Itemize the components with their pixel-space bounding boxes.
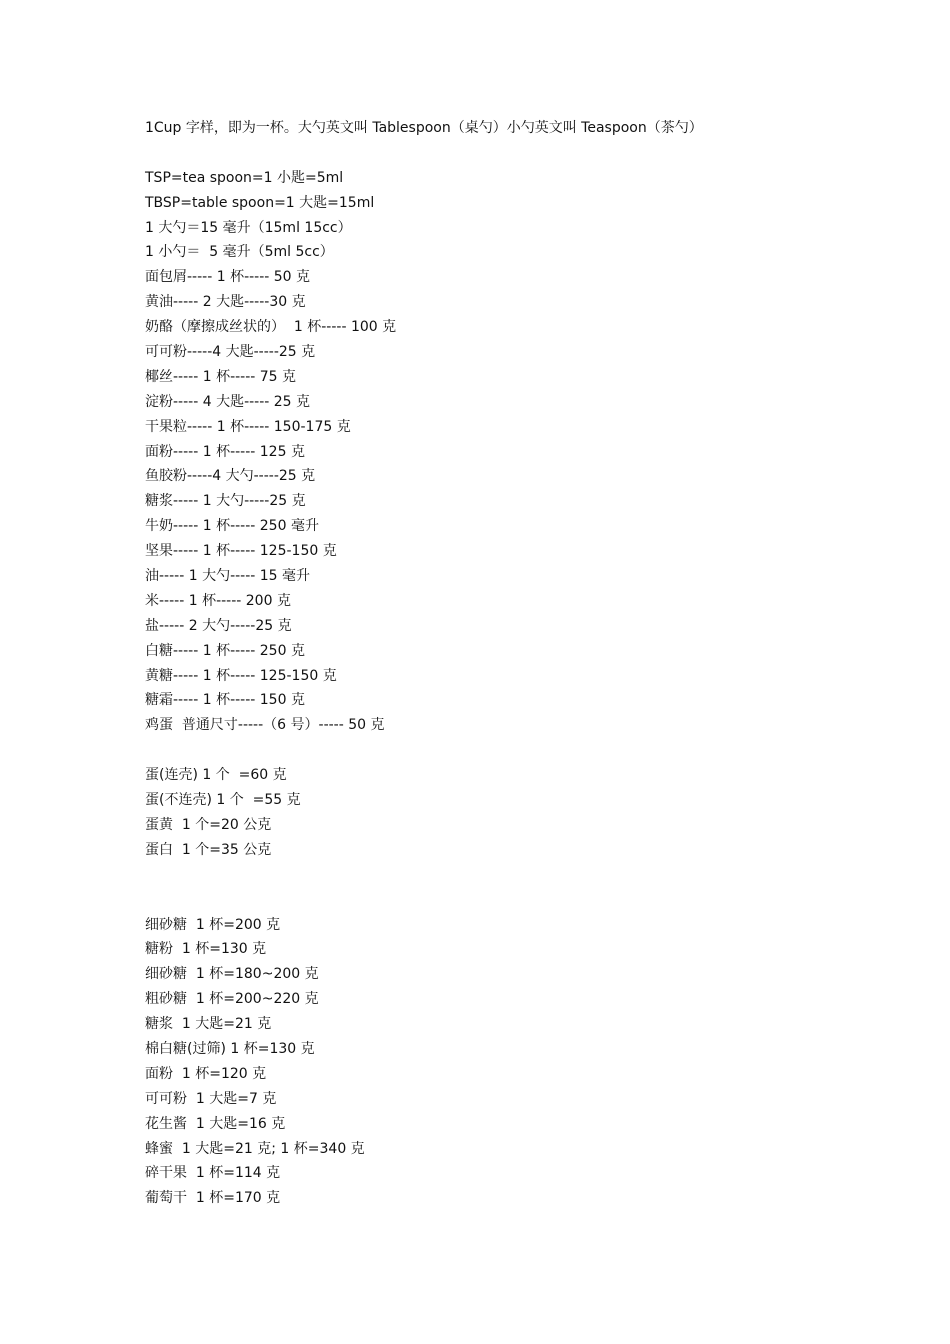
spoon-definitions (145, 166, 925, 266)
list-item: 可可粉 1 大匙=7 克 (145, 1090, 277, 1107)
list-item: 细砂糖 1 杯=200 克 (145, 916, 281, 933)
ingredient-list (145, 265, 925, 738)
list-item: 盐----- 2 大勺-----25 克 (145, 617, 292, 634)
spacer (145, 738, 925, 763)
spacer (145, 141, 925, 166)
spacer (145, 888, 925, 913)
list-item: 碎干果 1 杯=114 克 (145, 1165, 281, 1182)
spacer (145, 863, 925, 888)
egg-list (145, 763, 925, 863)
list-item: 棉白糖(过筛) 1 杯=130 克 (145, 1040, 315, 1057)
list-item: 面粉 1 杯=120 克 (145, 1065, 267, 1082)
list-item: 面包屑----- 1 杯----- 50 克 (145, 269, 311, 286)
text-line: TBSP=table spoon=1 大匙=15ml (145, 194, 375, 211)
list-item: 奶酪（摩擦成丝状的） 1 杯----- 100 克 (145, 319, 397, 336)
list-item: 蛋(连壳) 1 个 =60 克 (145, 767, 287, 784)
list-item: 糖浆 1 大匙=21 克 (145, 1016, 272, 1033)
list-item: 糖粉 1 杯=130 克 (145, 941, 267, 958)
list-item: 糖霜----- 1 杯----- 150 克 (145, 692, 305, 709)
list-item: 花生酱 1 大匙=16 克 (145, 1115, 286, 1132)
document-page (145, 116, 925, 1211)
list-item: 细砂糖 1 杯=180~200 克 (145, 966, 319, 983)
list-item: 面粉----- 1 杯----- 125 克 (145, 443, 305, 460)
list-item: 蛋白 1 个=35 公克 (145, 841, 272, 858)
list-item: 蛋(不连壳) 1 个 =55 克 (145, 792, 301, 809)
list-item: 蛋黄 1 个=20 公克 (145, 816, 272, 833)
list-item: 糖浆----- 1 大勺-----25 克 (145, 493, 306, 510)
list-item: 黄油----- 2 大匙-----30 克 (145, 294, 306, 311)
text-line: 1 小勺＝ 5 毫升（5ml 5cc） (145, 244, 334, 261)
list-item: 蜂蜜 1 大匙=21 克; 1 杯=340 克 (145, 1140, 365, 1157)
conversion-list (145, 913, 925, 1212)
list-item: 可可粉-----4 大匙-----25 克 (145, 344, 316, 361)
text-line: 1 大勺＝15 毫升（15ml 15cc） (145, 219, 352, 236)
list-item: 鸡蛋 普通尺寸-----（6 号）----- 50 克 (145, 717, 385, 734)
list-item: 坚果----- 1 杯----- 125-150 克 (145, 543, 337, 560)
list-item: 淀粉----- 4 大匙----- 25 克 (145, 393, 311, 410)
list-item: 鱼胶粉-----4 大勺-----25 克 (145, 468, 316, 485)
intro-line: 1Cup 字样，即为一杯。大勺英文叫 Tablespoon（桌勺）小勺英文叫 Teaspoon（茶勺） (145, 120, 703, 136)
list-item: 椰丝----- 1 杯----- 75 克 (145, 368, 297, 385)
list-item: 葡萄干 1 杯=170 克 (145, 1190, 281, 1207)
list-item: 牛奶----- 1 杯----- 250 毫升 (145, 518, 319, 535)
list-item: 米----- 1 杯----- 200 克 (145, 592, 291, 609)
list-item: 干果粒----- 1 杯----- 150-175 克 (145, 418, 351, 435)
list-item: 粗砂糖 1 杯=200~220 克 (145, 991, 319, 1008)
list-item: 油----- 1 大勺----- 15 毫升 (145, 568, 311, 585)
list-item: 黄糖----- 1 杯----- 125-150 克 (145, 667, 337, 684)
text-line: TSP=tea spoon=1 小匙=5ml (145, 169, 344, 186)
list-item: 白糖----- 1 杯----- 250 克 (145, 642, 305, 659)
